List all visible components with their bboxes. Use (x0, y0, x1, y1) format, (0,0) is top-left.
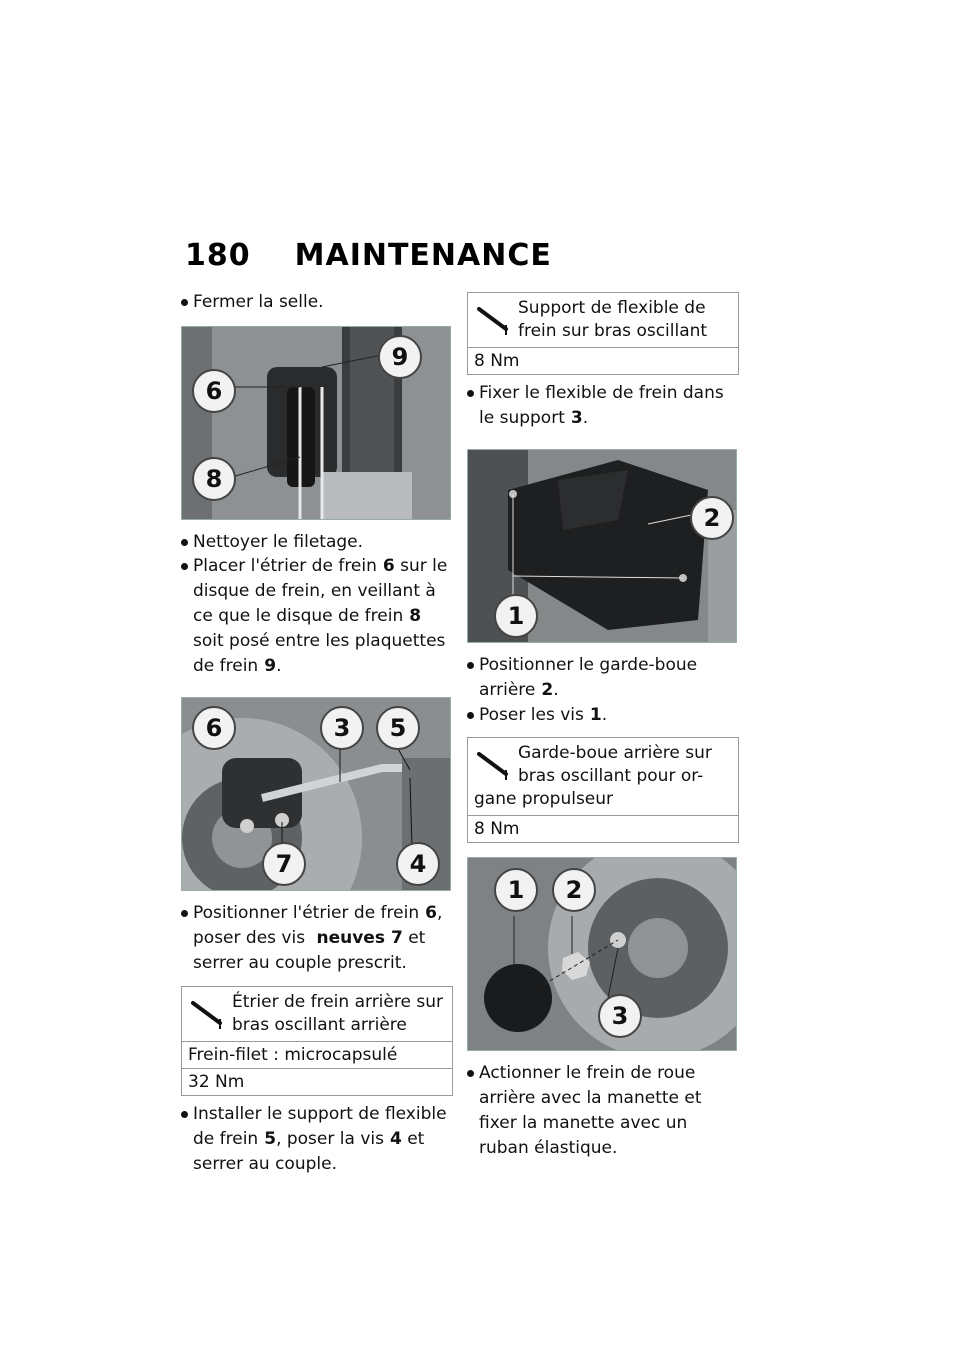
step-position-caliper: Positionner l'étrier de frein 6, poser des vis neuves 7 et serrer au couple prescrit. (181, 901, 451, 976)
left-column (181, 290, 451, 1177)
callout-7: 7 (262, 842, 306, 886)
page-header (185, 238, 552, 273)
spec-table-title: Support de flexible de frein sur bras oscillant (468, 293, 738, 348)
figure-rear-mudguard (467, 449, 737, 643)
callout-8: 8 (192, 457, 236, 501)
callout-3: 3 (320, 706, 364, 750)
step-place-caliper: Placer l'étrier de frein 6 sur le disque de frein, en veillant à ce que le disque de frein 8 soit posé entre les plaquettes de frein 9. (181, 554, 451, 679)
spec-row-threadlock: Frein-filet : microcapsulé (182, 1042, 452, 1069)
callout-9: 9 (378, 335, 422, 379)
callout-1: 1 (494, 868, 538, 912)
torque-wrench-icon (190, 997, 224, 1031)
callout-5: 5 (376, 706, 420, 750)
step-clean-thread: Nettoyer le filetage. (181, 530, 451, 554)
spec-row-torque: 8 Nm (474, 819, 520, 839)
callout-4: 4 (396, 842, 440, 886)
step-install-screws: Poser les vis 1. (467, 703, 737, 727)
figure-rear-wheel-axle (467, 857, 737, 1051)
figure-brake-caliper-wheel (181, 697, 451, 891)
spec-table-hose-support (467, 292, 739, 375)
spec-table-title: Étrier de frein arrière sur bras oscillant arrière (182, 987, 452, 1042)
spec-row-torque: 8 Nm (474, 351, 520, 371)
figure-brake-caliper-top (181, 326, 451, 520)
page-number: 180 (185, 238, 251, 273)
callout-2: 2 (690, 496, 734, 540)
callout-6: 6 (192, 369, 236, 413)
spec-table-mudguard (467, 737, 739, 843)
step-close-seat: Fermer la selle. (181, 290, 451, 314)
step-apply-brake: Actionner le frein de roue arrière avec la manette et fixer la manette avec un ruban élastique. (467, 1061, 737, 1161)
callout-2: 2 (552, 868, 596, 912)
right-column (467, 292, 737, 1161)
step-position-mudguard: Positionner le garde-boue arrière 2. (467, 653, 737, 703)
spec-table-title: Garde-boue arrière sur bras oscillant pour or- gane propulseur (468, 738, 738, 816)
callout-6: 6 (192, 706, 236, 750)
step-fix-hose: Fixer le flexible de frein dans le support 3. (467, 381, 737, 431)
spec-table-caliper (181, 986, 453, 1096)
spec-row-torque: 32 Nm (188, 1072, 245, 1092)
callout-3: 3 (598, 994, 642, 1038)
torque-wrench-icon (476, 303, 510, 337)
callout-1: 1 (494, 594, 538, 638)
torque-wrench-icon (476, 748, 510, 782)
step-install-hose-support: Installer le support de flexible de frein 5, poser la vis 4 et serrer au couple. (181, 1102, 451, 1177)
page-title: MAINTENANCE (294, 238, 552, 273)
